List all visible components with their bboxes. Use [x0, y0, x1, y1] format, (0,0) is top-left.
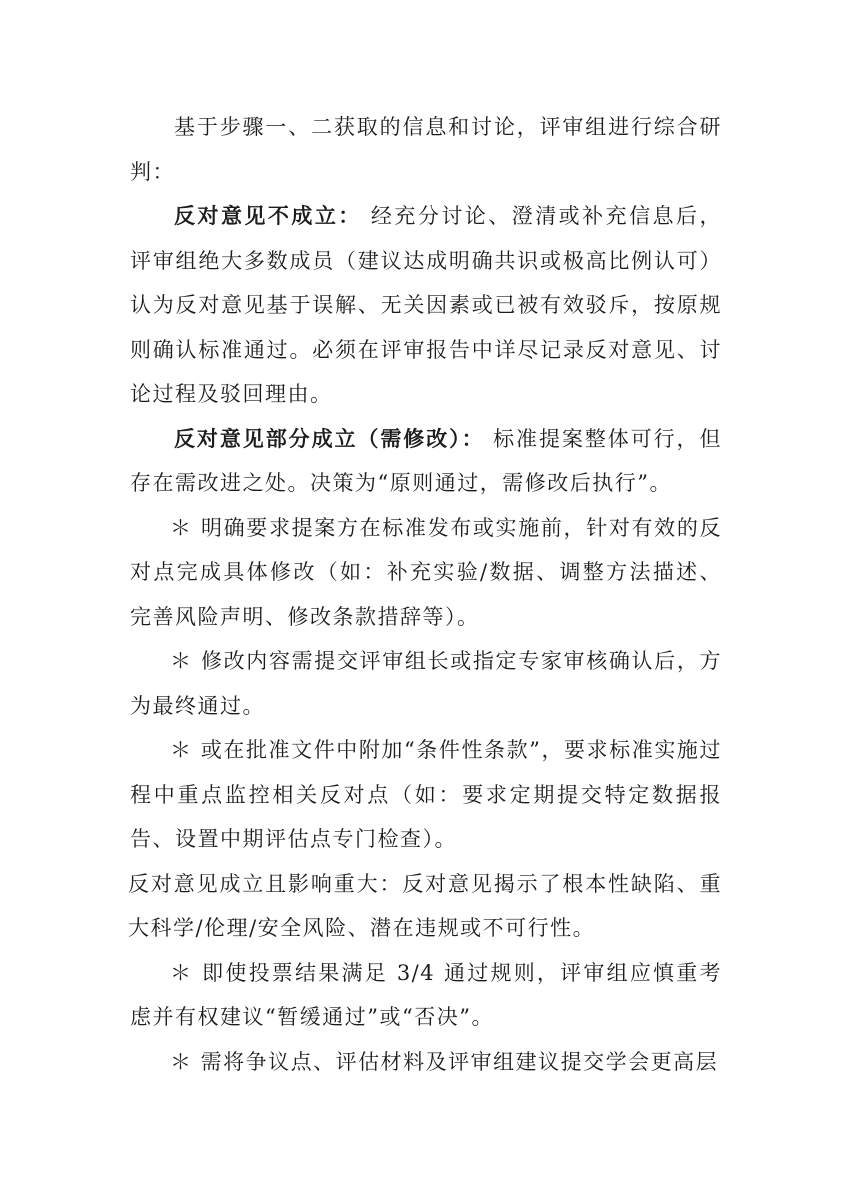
- objection-valid-major-paragraph: 反对意见成立且影响重大：反对意见揭示了根本性缺陷、重大科学/伦理/安全风险、潜在违规或不可行性。: [128, 871, 722, 940]
- objection-partially-valid-paragraph: [130, 417, 722, 506]
- bullet-item-escalation: ＊ 需将争议点、评估材料及评审组建议提交学会更高层: [170, 1049, 719, 1074]
- bullet-item-review-confirmation: ＊ 修改内容需提交评审组长或指定专家审核确认后，方为最终通过。: [130, 649, 722, 718]
- bullet-item-conditional-clause: ＊ 或在批准文件中附加“条件性条款”，要求标准实施过程中重点监控相关反对点（如：要求定期提交特定数据报告、设置中期评估点专门检查）。: [130, 738, 722, 851]
- objection-not-valid-paragraph: [130, 194, 722, 417]
- objection-partially-valid-heading: 反对意见部分成立（需修改）：: [174, 425, 485, 451]
- objection-not-valid-heading: 反对意见不成立：: [174, 203, 362, 228]
- intro-paragraph: 基于步骤一、二获取的信息和讨论，评审组进行综合研判：: [130, 115, 722, 184]
- objection-not-valid-body: 经充分讨论、澄清或补充信息后，评审组绝大多数成员（建议达成明确共识或极高比例认可）认为反对意见基于误解、无关因素或已被有效驳斥，按原规则确认标准通过。必须在评审报告中详尽记录反对意见、讨论过程及驳回理由。: [130, 204, 722, 406]
- bullet-item-revision-requirement: ＊ 明确要求提案方在标准发布或实施前，针对有效的反对点完成具体修改（如：补充实验/数据、调整方法描述、完善风险声明、修改条款措辞等）。: [130, 515, 722, 629]
- objection-partially-valid-body: 标准提案整体可行，但存在需改进之处。决策为“原则通过，需修改后执行”。: [130, 426, 722, 495]
- bullet-item-suspend-or-reject: ＊ 即使投票结果满足 3/4 通过规则，评审组应慎重考虑并有权建议“暂缓通过”或“否决”。: [130, 960, 722, 1029]
